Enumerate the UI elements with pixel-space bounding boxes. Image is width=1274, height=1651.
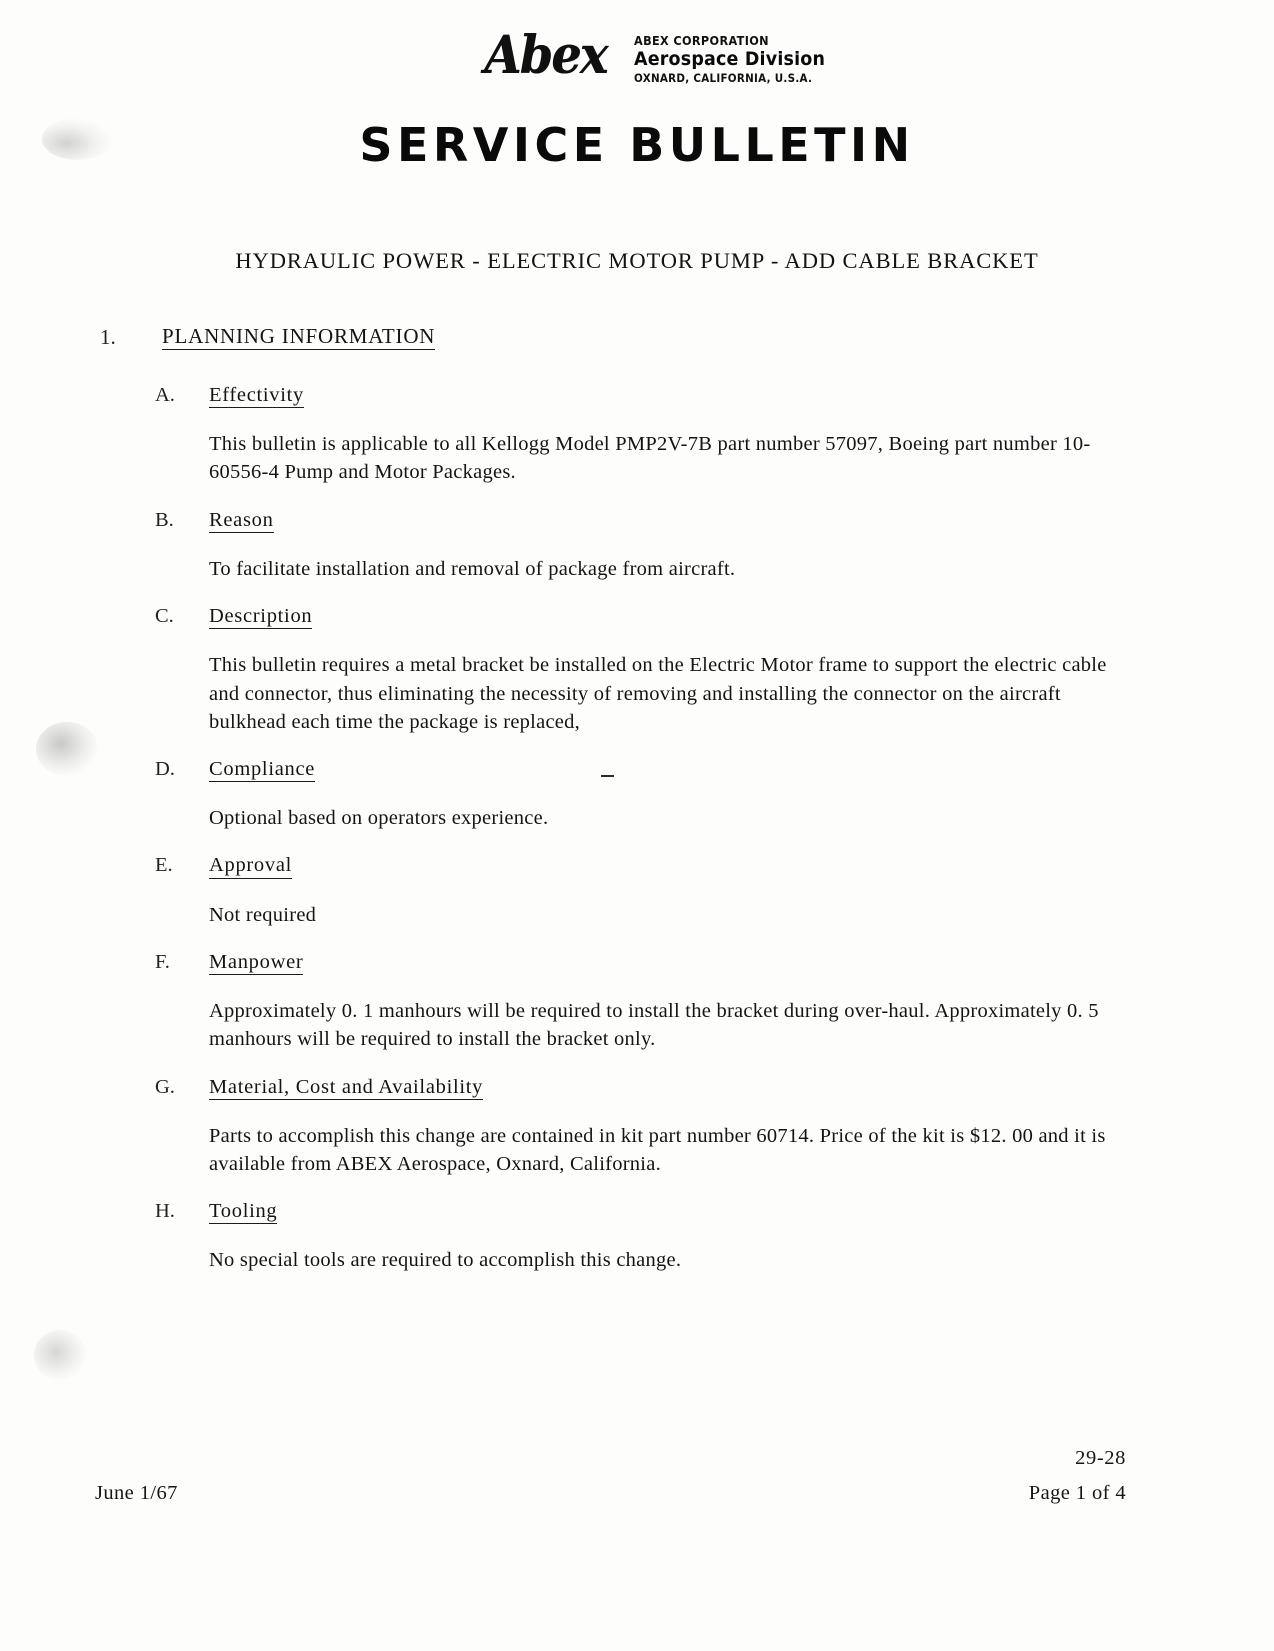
document-code: 29-28 bbox=[1075, 1447, 1126, 1469]
subsection-title: Description bbox=[209, 605, 312, 629]
subsection-title: Material, Cost and Availability bbox=[209, 1076, 483, 1100]
paragraph-text: This bulletin is applicable to all Kellogg Model PMP2V-7B part number 57097, Boeing part number 10-60556-4 Pump and Motor Packages. bbox=[209, 433, 1091, 484]
page-footer bbox=[95, 1447, 1126, 1505]
page-number: Page 1 of 4 bbox=[1028, 1482, 1126, 1504]
stray-ink-mark bbox=[601, 775, 614, 777]
abex-wordmark-logo: Abex bbox=[484, 25, 607, 86]
subsection-title: Manpower bbox=[209, 951, 303, 975]
subsection-letter: F. bbox=[155, 950, 170, 973]
scan-artifact-smudge bbox=[34, 1330, 86, 1380]
subsection-body bbox=[0, 1246, 1274, 1274]
subsection-manpower bbox=[0, 951, 1274, 1054]
subsection-heading-row bbox=[0, 384, 1274, 408]
subsection-heading-row bbox=[0, 951, 1274, 975]
section-heading-row bbox=[0, 325, 1274, 350]
company-location: OXNARD, CALIFORNIA, U.S.A. bbox=[634, 71, 813, 86]
subsection-compliance bbox=[0, 758, 1274, 832]
subsection-body bbox=[0, 651, 1274, 736]
masthead bbox=[0, 25, 1274, 86]
paragraph-text: This bulletin requires a metal bracket be installed on the Electric Motor frame to support the electric cable and connector, thus eliminating the necessity of removing and installing the connector on the aircraft bulkhead each time the package is replaced, bbox=[209, 654, 1107, 733]
abex-logo bbox=[432, 25, 634, 86]
subsection-heading-row bbox=[0, 605, 1274, 629]
paragraph-text: Approximately 0. 1 manhours will be required to install the bracket during over-haul. Approximately 0. 5 manhours will be required to install the bracket only. bbox=[209, 1000, 1099, 1051]
subsection-body bbox=[0, 804, 1274, 832]
subsection-letter: G. bbox=[155, 1075, 175, 1098]
subsection-body bbox=[0, 430, 1274, 487]
subsection-heading-row bbox=[0, 1076, 1274, 1100]
paragraph-text: Not required bbox=[209, 903, 317, 926]
footer-row bbox=[95, 1482, 1126, 1505]
subsection-tooling bbox=[0, 1200, 1274, 1274]
paragraph-text: Parts to accomplish this change are contained in kit part number 60714. Price of the kit is $12. 00 and it is available from ABEX Aerospace, Oxnard, California. bbox=[209, 1124, 1106, 1175]
paragraph-text: No special tools are required to accomplish this change. bbox=[209, 1249, 682, 1272]
subsection-title: Compliance bbox=[209, 758, 315, 782]
issue-date: June 1/67 bbox=[95, 1482, 178, 1504]
section-title: PLANNING INFORMATION bbox=[162, 324, 436, 348]
subsection-letter: H. bbox=[155, 1200, 175, 1223]
subsection-heading-row bbox=[0, 509, 1274, 533]
paragraph-text: Optional based on operators experience. bbox=[209, 807, 549, 830]
subsection-body bbox=[0, 997, 1274, 1054]
subsection-title: Tooling bbox=[209, 1200, 277, 1224]
subsection-body bbox=[0, 555, 1274, 583]
subsection-letter: C. bbox=[155, 605, 174, 628]
subsection-letter: D. bbox=[155, 758, 175, 781]
company-address-block bbox=[634, 30, 842, 85]
subsection-title: Reason bbox=[209, 509, 274, 533]
subsection-letter: B. bbox=[155, 508, 174, 531]
subsection-approval bbox=[0, 854, 1274, 928]
subsection-effectivity bbox=[0, 384, 1274, 487]
document-subject: HYDRAULIC POWER - ELECTRIC MOTOR PUMP - ADD CABLE BRACKET bbox=[235, 248, 1039, 273]
document-body bbox=[0, 325, 1274, 1297]
subsection-title: Effectivity bbox=[209, 384, 304, 408]
company-name: ABEX CORPORATION bbox=[634, 33, 770, 48]
subsection-title: Approval bbox=[209, 854, 292, 878]
subsection-heading-row bbox=[0, 1200, 1274, 1224]
section-number: 1. bbox=[100, 325, 116, 349]
subsection-body bbox=[0, 901, 1274, 929]
page-title: SERVICE BULLETIN bbox=[359, 118, 915, 172]
subsection-heading-row bbox=[0, 758, 1274, 782]
subsection-material-cost-availability bbox=[0, 1076, 1274, 1179]
subsection-letter: A. bbox=[155, 384, 175, 406]
subsection-description bbox=[0, 605, 1274, 736]
division-name: Aerospace Division bbox=[634, 48, 826, 70]
subsection-body bbox=[0, 1122, 1274, 1179]
subsection-reason bbox=[0, 509, 1274, 583]
subsection-heading-row bbox=[0, 854, 1274, 878]
subsection-letter: E. bbox=[155, 854, 173, 877]
paragraph-text: To facilitate installation and removal of package from aircraft. bbox=[209, 557, 736, 580]
